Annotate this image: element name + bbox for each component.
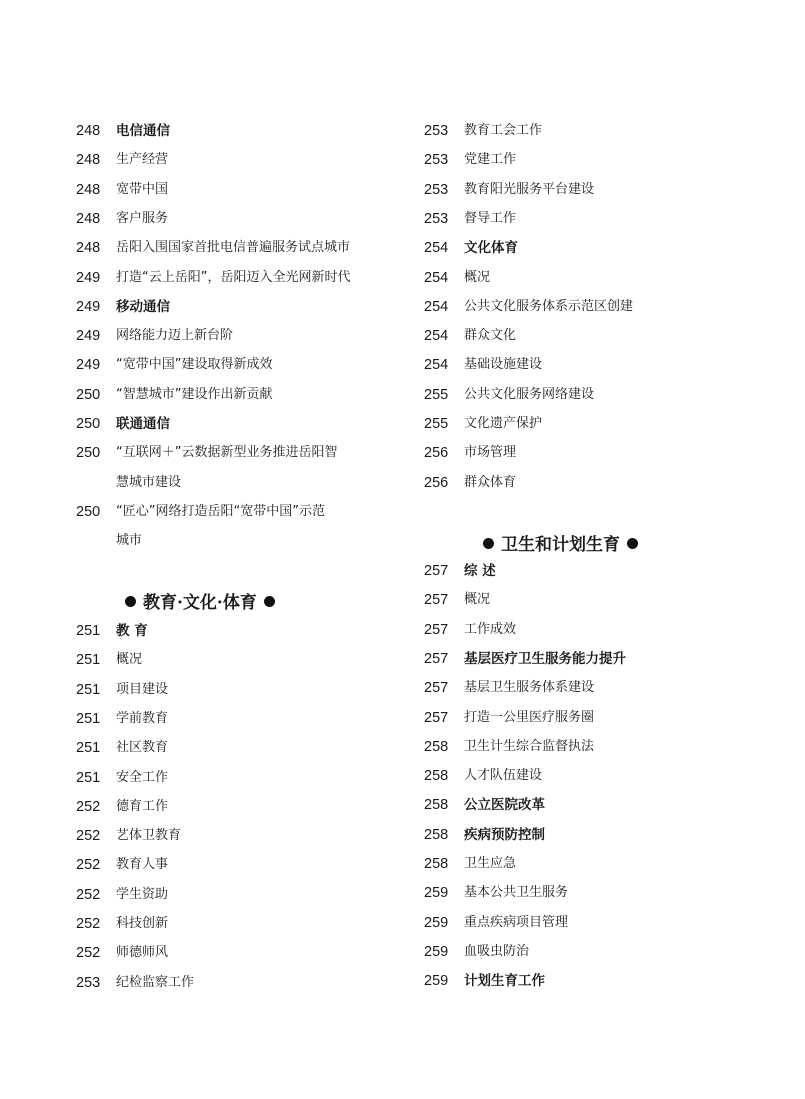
page-number: 253 bbox=[424, 210, 449, 227]
page-number: 257 bbox=[424, 621, 449, 638]
entry-title: 城市 bbox=[116, 533, 143, 549]
entry-title: 督导工作 bbox=[464, 210, 517, 226]
section-heading bbox=[476, 532, 645, 558]
entry-title: “智慧城市”建设作出新贡献 bbox=[116, 386, 273, 402]
entry-title: 工作成效 bbox=[464, 621, 517, 637]
entry-title: 公共文化服务体系示范区创建 bbox=[464, 298, 634, 314]
page-number: 254 bbox=[424, 357, 449, 374]
page-number: 249 bbox=[76, 357, 101, 374]
section-title: 卫生和计划生育 bbox=[501, 535, 620, 555]
entry-title: 教育工会工作 bbox=[464, 123, 543, 138]
page-number: 254 bbox=[424, 240, 449, 257]
page-number: 255 bbox=[424, 386, 449, 403]
entry-title: 基层医疗卫生服务能力提升 bbox=[464, 650, 626, 667]
page-number: 251 bbox=[76, 740, 101, 757]
entry-title: 岳阳入围国家首批电信普遍服务试点城市 bbox=[116, 240, 351, 256]
entry-title: 学生资助 bbox=[116, 886, 169, 902]
page-number: 258 bbox=[424, 738, 449, 755]
entry-title: 公立医院改革 bbox=[464, 797, 545, 814]
entry-title: 电信通信 bbox=[116, 123, 170, 139]
entry-title: 市场管理 bbox=[464, 445, 517, 461]
section-heading bbox=[118, 590, 282, 616]
page-number: 249 bbox=[76, 298, 101, 315]
page-number: 248 bbox=[76, 181, 101, 198]
entry-title: 移动通信 bbox=[116, 298, 170, 315]
page-number: 259 bbox=[424, 973, 449, 990]
page-number: 248 bbox=[76, 152, 101, 169]
page-number: 249 bbox=[76, 328, 101, 345]
entry-title: 卫生计生综合监督执法 bbox=[464, 738, 595, 754]
entry-title: 计划生育工作 bbox=[464, 973, 545, 990]
entry-title: “互联网＋”云数据新型业务推进岳阳智 bbox=[116, 445, 338, 461]
entry-title: 群众体育 bbox=[464, 474, 517, 490]
entry-title: 教育人事 bbox=[116, 857, 169, 873]
bullet-dot-icon bbox=[483, 538, 494, 549]
section-title: 教育·文化·体育 bbox=[143, 593, 257, 613]
entry-title: 群众文化 bbox=[464, 328, 517, 344]
entry-title: 人才队伍建设 bbox=[464, 768, 543, 784]
page-number: 257 bbox=[424, 563, 449, 579]
page-number: 259 bbox=[424, 914, 449, 931]
entry-title: 疾病预防控制 bbox=[464, 826, 545, 843]
page-number: 254 bbox=[424, 298, 449, 315]
entry-title: 慧城市建设 bbox=[116, 474, 182, 490]
page-number: 248 bbox=[76, 240, 101, 257]
entry-title: 安全工作 bbox=[116, 769, 169, 785]
page-number: 254 bbox=[424, 269, 449, 286]
entry-title: 基础设施建设 bbox=[464, 357, 543, 373]
page-number: 252 bbox=[76, 828, 101, 845]
entry-title: 项目建设 bbox=[116, 681, 169, 697]
page-number: 252 bbox=[76, 945, 101, 962]
page-number: 258 bbox=[424, 768, 449, 785]
entry-title: 基本公共卫生服务 bbox=[464, 885, 569, 901]
entry-title: 基层卫生服务体系建设 bbox=[464, 680, 595, 696]
entry-title: 联通通信 bbox=[116, 416, 170, 432]
entry-title: 纪检监察工作 bbox=[116, 974, 195, 990]
page-number: 252 bbox=[76, 886, 101, 903]
entry-title: 师德师风 bbox=[116, 945, 169, 961]
entry-title: 学前教育 bbox=[116, 710, 169, 726]
page-number: 253 bbox=[424, 181, 449, 198]
entry-title: 公共文化服务网络建设 bbox=[464, 386, 595, 402]
entry-title: 重点疾病项目管理 bbox=[464, 914, 569, 930]
page-number: 249 bbox=[76, 269, 101, 286]
page-number: 255 bbox=[424, 416, 449, 432]
entry-title: 概况 bbox=[464, 269, 491, 285]
entry-title: 党建工作 bbox=[464, 152, 517, 168]
page-number: 251 bbox=[76, 710, 101, 727]
page-number: 248 bbox=[76, 123, 101, 139]
page-number: 253 bbox=[424, 152, 449, 169]
page-number: 250 bbox=[76, 386, 101, 403]
page-number: 248 bbox=[76, 210, 101, 227]
page-number: 257 bbox=[424, 709, 449, 726]
page-number: 257 bbox=[424, 650, 449, 667]
page-number: 257 bbox=[424, 680, 449, 697]
entry-title: 卫生应急 bbox=[464, 856, 517, 871]
page-number: 251 bbox=[76, 623, 101, 639]
page-number: 252 bbox=[76, 857, 101, 874]
entry-title: 文化遗产保护 bbox=[464, 416, 543, 431]
entry-title: 概况 bbox=[464, 592, 491, 608]
entry-title: 客户服务 bbox=[116, 210, 169, 226]
entry-title: 社区教育 bbox=[116, 740, 169, 756]
page-number: 257 bbox=[424, 592, 449, 609]
entry-title: 宽带中国 bbox=[116, 181, 169, 197]
page-number: 250 bbox=[76, 445, 101, 462]
page-number: 258 bbox=[424, 856, 449, 872]
entry-title: “匠心”网络打造岳阳“宽带中国”示范 bbox=[116, 503, 325, 519]
page-number: 251 bbox=[76, 652, 101, 669]
entry-title: 德育工作 bbox=[116, 798, 169, 814]
entry-title: 血吸虫防治 bbox=[464, 943, 530, 959]
entry-title: 综 述 bbox=[464, 563, 496, 579]
entry-title: “宽带中国”建设取得新成效 bbox=[116, 357, 273, 373]
bullet-dot-icon bbox=[627, 538, 638, 549]
page-number: 250 bbox=[76, 503, 101, 520]
entry-title: 教育阳光服务平台建设 bbox=[464, 181, 595, 197]
entry-title: 科技创新 bbox=[116, 916, 169, 931]
page-number: 252 bbox=[76, 916, 101, 932]
entry-title: 打造一公里医疗服务圈 bbox=[464, 709, 595, 725]
page-number: 256 bbox=[424, 474, 449, 491]
page-number: 259 bbox=[424, 943, 449, 960]
entry-title: 网络能力迈上新台阶 bbox=[116, 328, 234, 344]
bullet-dot-icon bbox=[264, 596, 275, 607]
entry-title: 教 育 bbox=[116, 623, 148, 639]
page-number: 254 bbox=[424, 328, 449, 345]
page-number: 253 bbox=[424, 123, 449, 139]
page-number: 252 bbox=[76, 798, 101, 815]
page-number: 251 bbox=[76, 769, 101, 786]
page-number: 250 bbox=[76, 416, 101, 432]
page-number: 256 bbox=[424, 445, 449, 462]
entry-title: 文化体育 bbox=[464, 240, 518, 257]
bullet-dot-icon bbox=[125, 596, 136, 607]
entry-title: 打造“云上岳阳”，岳阳迈入全光网新时代 bbox=[116, 269, 351, 285]
page-number: 259 bbox=[424, 885, 449, 902]
page-number: 258 bbox=[424, 797, 449, 814]
page-number: 258 bbox=[424, 826, 449, 843]
entry-title: 概况 bbox=[116, 652, 143, 668]
entry-title: 艺体卫教育 bbox=[116, 828, 182, 844]
page-number: 251 bbox=[76, 681, 101, 698]
entry-title: 生产经营 bbox=[116, 152, 169, 168]
page-number: 253 bbox=[76, 974, 101, 991]
